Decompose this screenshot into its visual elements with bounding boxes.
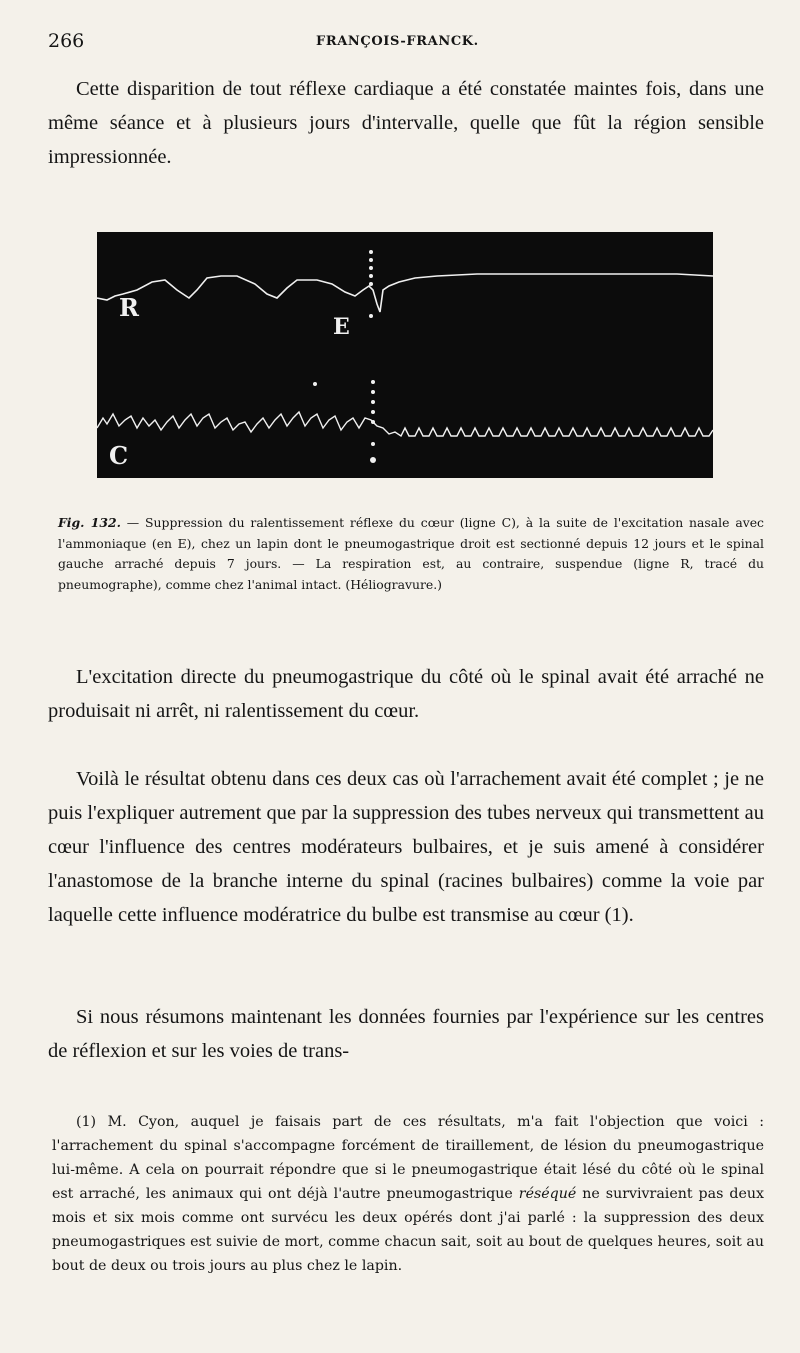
footnote-emphasis: réséqué (518, 1186, 577, 1202)
figure-caption (58, 513, 764, 595)
paragraph-3: Voilà le résultat obtenu dans ces deux cas où l'arrachement avait été complet ; je ne puis l'expliquer autrement que par la suppression des tubes nerveux qui transmettent au cœur l'influence des centres modérateurs bulbaires, et je suis amené à considérer l'anastomose de la branche interne du spinal (racines bulbaires) comme la voie par laquelle cette influence modératrice du bulbe est transmise au cœur (1). (48, 768, 764, 926)
caption-text: — Suppression du ralentissement réflexe du cœur (ligne C), à la suite de l'excitation nasale avec l'ammoniaque (en E), chez un lapin dont le pneumogastrique droit est sectionné depuis 12 jours et le spinal gauche arraché depuis 7 jours. — La respiration est, au contraire, suspendue (ligne R, tracé du pneumographe), comme chez l'animal intact. (Héliogravure.) (58, 515, 764, 592)
footnote (52, 1110, 764, 1278)
trace-label-r: R (119, 293, 139, 322)
paragraph-4: Si nous résumons maintenant les données fournies par l'expérience sur les centres de réflexion et sur les voies de trans- (48, 1006, 764, 1062)
respiration-trace (97, 274, 713, 312)
tracing-graphic (97, 232, 713, 478)
figure-number: Fig. 132. (58, 515, 121, 530)
footnote-text-part-1: (1) M. Cyon, auquel je faisais part de ces résultats, m'a fait l'objection que voici : l'arrachement du spinal s'accompagne forcément de tiraillement, de lésion du pneumogastrique lui-même. A cela on pourrait répondre que si le pneumogastrique était lésé du côté où le spinal est arraché, les animaux qui ont déjà l'autre pneumogastrique (52, 1114, 764, 1202)
paragraph-2: L'excitation directe du pneumogastrique du côté où le spinal avait été arraché ne produisait ni arrêt, ni ralentissement du cœur. (48, 666, 764, 722)
running-head (48, 30, 760, 54)
page-number: 266 (48, 30, 85, 52)
paragraph-1: Cette disparition de tout réflexe cardiaque a été constatée maintes fois, dans une même séance et à plusieurs jours d'intervalle, quelle que fût la région sensible impressionnée. (48, 78, 764, 168)
excitation-label-e: E (333, 314, 350, 340)
cardiac-trace (97, 412, 713, 436)
trace-label-c: C (109, 441, 129, 470)
figure-132-tracing (97, 232, 713, 478)
footnote-text-part-2: ne survivraient pas deux mois et six mois comme ont survécu les deux opérés dont j'ai parlé : la suppression des deux pneumogastriques est suivie de mort, comme chacun sait, soit au bout de quelques heures, soit au bout de deux ou trois jours au plus chez le lapin. (52, 1186, 764, 1274)
running-title: FRANÇOIS-FRANCK. (316, 34, 479, 49)
